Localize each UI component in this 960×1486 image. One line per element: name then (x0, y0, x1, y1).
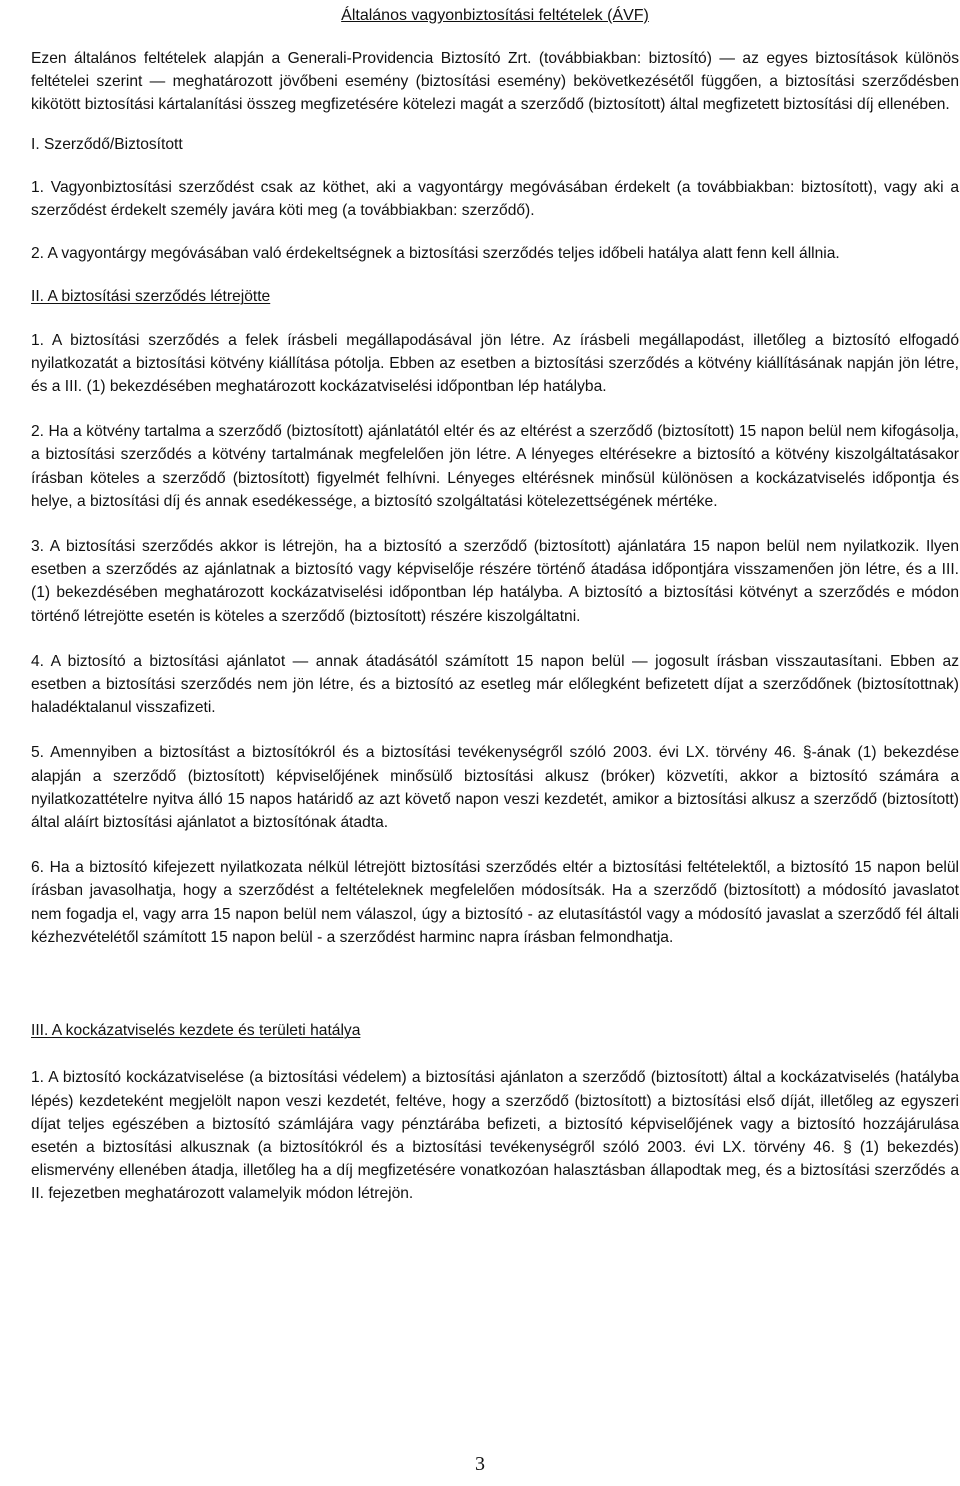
section-1-paragraph-1: 1. Vagyonbiztosítási szerződést csak az köthet, aki a vagyontárgy megóvásában érdekelt (a továbbiakban: biztosított), vagy aki a szerződést érdekelt személy javára köti meg (a továbbiakban: szerződő). (31, 178, 959, 220)
section-3-heading: III. A kockázatviselés kezdete és területi hatálya (31, 1022, 361, 1040)
section-2-paragraph-4: 4. A biztosító a biztosítási ajánlatot — annak átadásától számított 15 napon belül — jogosult írásban visszautasítani. Ebben az esetben a biztosítási szerződés nem jön létre, és a biztosító az esetleg már előlegként befizetett díjat a szerződőnek (biztosítottnak) haladéktalanul visszafizeti. (31, 652, 959, 717)
section-1-paragraph-2: 2. A vagyontárgy megóvásában való érdekeltségnek a biztosítási szerződés teljes időbeli hatálya alatt fenn kell állnia. (31, 245, 840, 263)
section-2-paragraph-2: 2. Ha a kötvény tartalma a szerződő (biztosított) ajánlatától eltér és az eltérést a szerződő (biztosított) 15 napon belül nem kifogásolja, a biztosítási szerződés a kötvény tartalmának megfelelően jön létre. A lényeges eltérésekre a biztosító a kötvény kiszolgáltatásakor írásban köteles a szerződő (biztosított) figyelmét felhívni. Lényeges eltérésnek minősül különösen a kockázatviselés időpontja és helye, a biztosítási díj és annak esedékessége, a biztosító szolgáltatási kötelezettségének mértéke. (31, 423, 959, 510)
document-page (31, 0, 959, 1206)
section-2-paragraph-3: 3. A biztosítási szerződés akkor is létrejön, ha a biztosító a szerződő (biztosított) ajánlatára 15 napon belül nem nyilatkozik. Ilyen esetben a szerződés az ajánlatnak a biztosító vagy képviselője részére történő átadása időpontjára visszamenően jön létre, és a III. (1) bekezdésében meghatározott kockázatviselési időpontban lép hatályba. A biztosító a biztosítási kötvényt a szerződés e módon történő létrejötte esetén is köteles a szerződő (biztosított) részére kiszolgáltatni. (31, 538, 959, 625)
section-2-heading: II. A biztosítási szerződés létrejötte (31, 288, 271, 306)
intro-paragraph: Ezen általános feltételek alapján a Generali-Providencia Biztosító Zrt. (továbbiakban: biztosító) — az egyes biztosítások különös feltételei szerint — meghatározott jövőbeni esemény (biztosítási esemény) bekövetkezésétől függően, a biztosítási szerződésben kikötött biztosítási kártalanítási összeg megfizetésére kötelezi magát a szerződő (biztosított) által megfizetett biztosítási díj ellenében. (31, 50, 959, 114)
section-2-paragraph-5: 5. Amennyiben a biztosítást a biztosítókról és a biztosítási tevékenységről szóló 2003. évi LX. törvény 46. §-ának (1) bekezdése alapján a szerződő (biztosított) képviselőjének minősülő biztosítási alkusz (bróker) közvetíti, akkor a biztosító számára a nyilatkozattételre nyitva álló 15 napos határidő az azt követő napon veszi kezdetét, amikor a biztosítási alkusz a szerződő (biztosított) által aláírt biztosítási ajánlatot a biztosítónak átadta. (31, 744, 959, 832)
page-number: 3 (475, 1453, 485, 1475)
section-2-paragraph-6: 6. Ha a biztosító kifejezett nyilatkozata nélkül létrejött biztosítási szerződés eltér a biztosítási feltételektől, a biztosító 15 napon belül írásban javasolhatja, hogy a szerződést a feltételeknek megfelelően módosítsák. Ha a szerződő (biztosított) a módosító javaslatot nem fogadja el, vagy arra 15 napon belül nem válaszol, úgy a biztosító - az elutasítástól vagy a módosító javaslat a szerződő fél általi kézhezvételétől számított 15 napon belül - a szerződést harminc napra írásban felmondhatja. (31, 859, 959, 946)
section-3-paragraph-1: 1. A biztosító kockázatviselése (a biztosítási védelem) a biztosítási ajánlaton a szerződő (biztosított) által a kockázatviselés (hatályba lépés) kezdeteként megjelölt napon veszi kezdetét, feltéve, hogy a szerződő (biztosított) a biztosítási első díját, illetőleg az egyszeri díjat teljes egészében a biztosító számlájára vagy pénztárába befizeti, a biztosító képviselőjének vagy a biztosító hozzájárulása esetén a biztosítási alkusznak (a biztosítókról és a biztosítási tevékenységről szóló 2003. évi LX. törvény 46. § (1) bekezdés) elismervény ellenében átadja, illetőleg ha a díj megfizetésére vonatkozóan halasztásban állapodtak meg, és a biztosítási szerződés a II. fejezetben meghatározott valamelyik módon létrejön. (31, 1069, 959, 1203)
section-1-heading: I. Szerződő/Biztosított (31, 135, 183, 153)
document-title: Általános vagyonbiztosítási feltételek (ÁVF) (341, 7, 649, 24)
section-2-paragraph-1: 1. A biztosítási szerződés a felek írásbeli megállapodásával jön létre. Az írásbeli megállapodást, illetőleg a biztosító elfogadó nyilatkozatát a biztosítási kötvény kiállítása pótolja. Ebben az esetben a biztosítási szerződés a kötvény kiállításának napján jön létre, és a III. (1) bekezdésében meghatározott kockázatviselési időpontban lép hatályba. (31, 331, 959, 396)
